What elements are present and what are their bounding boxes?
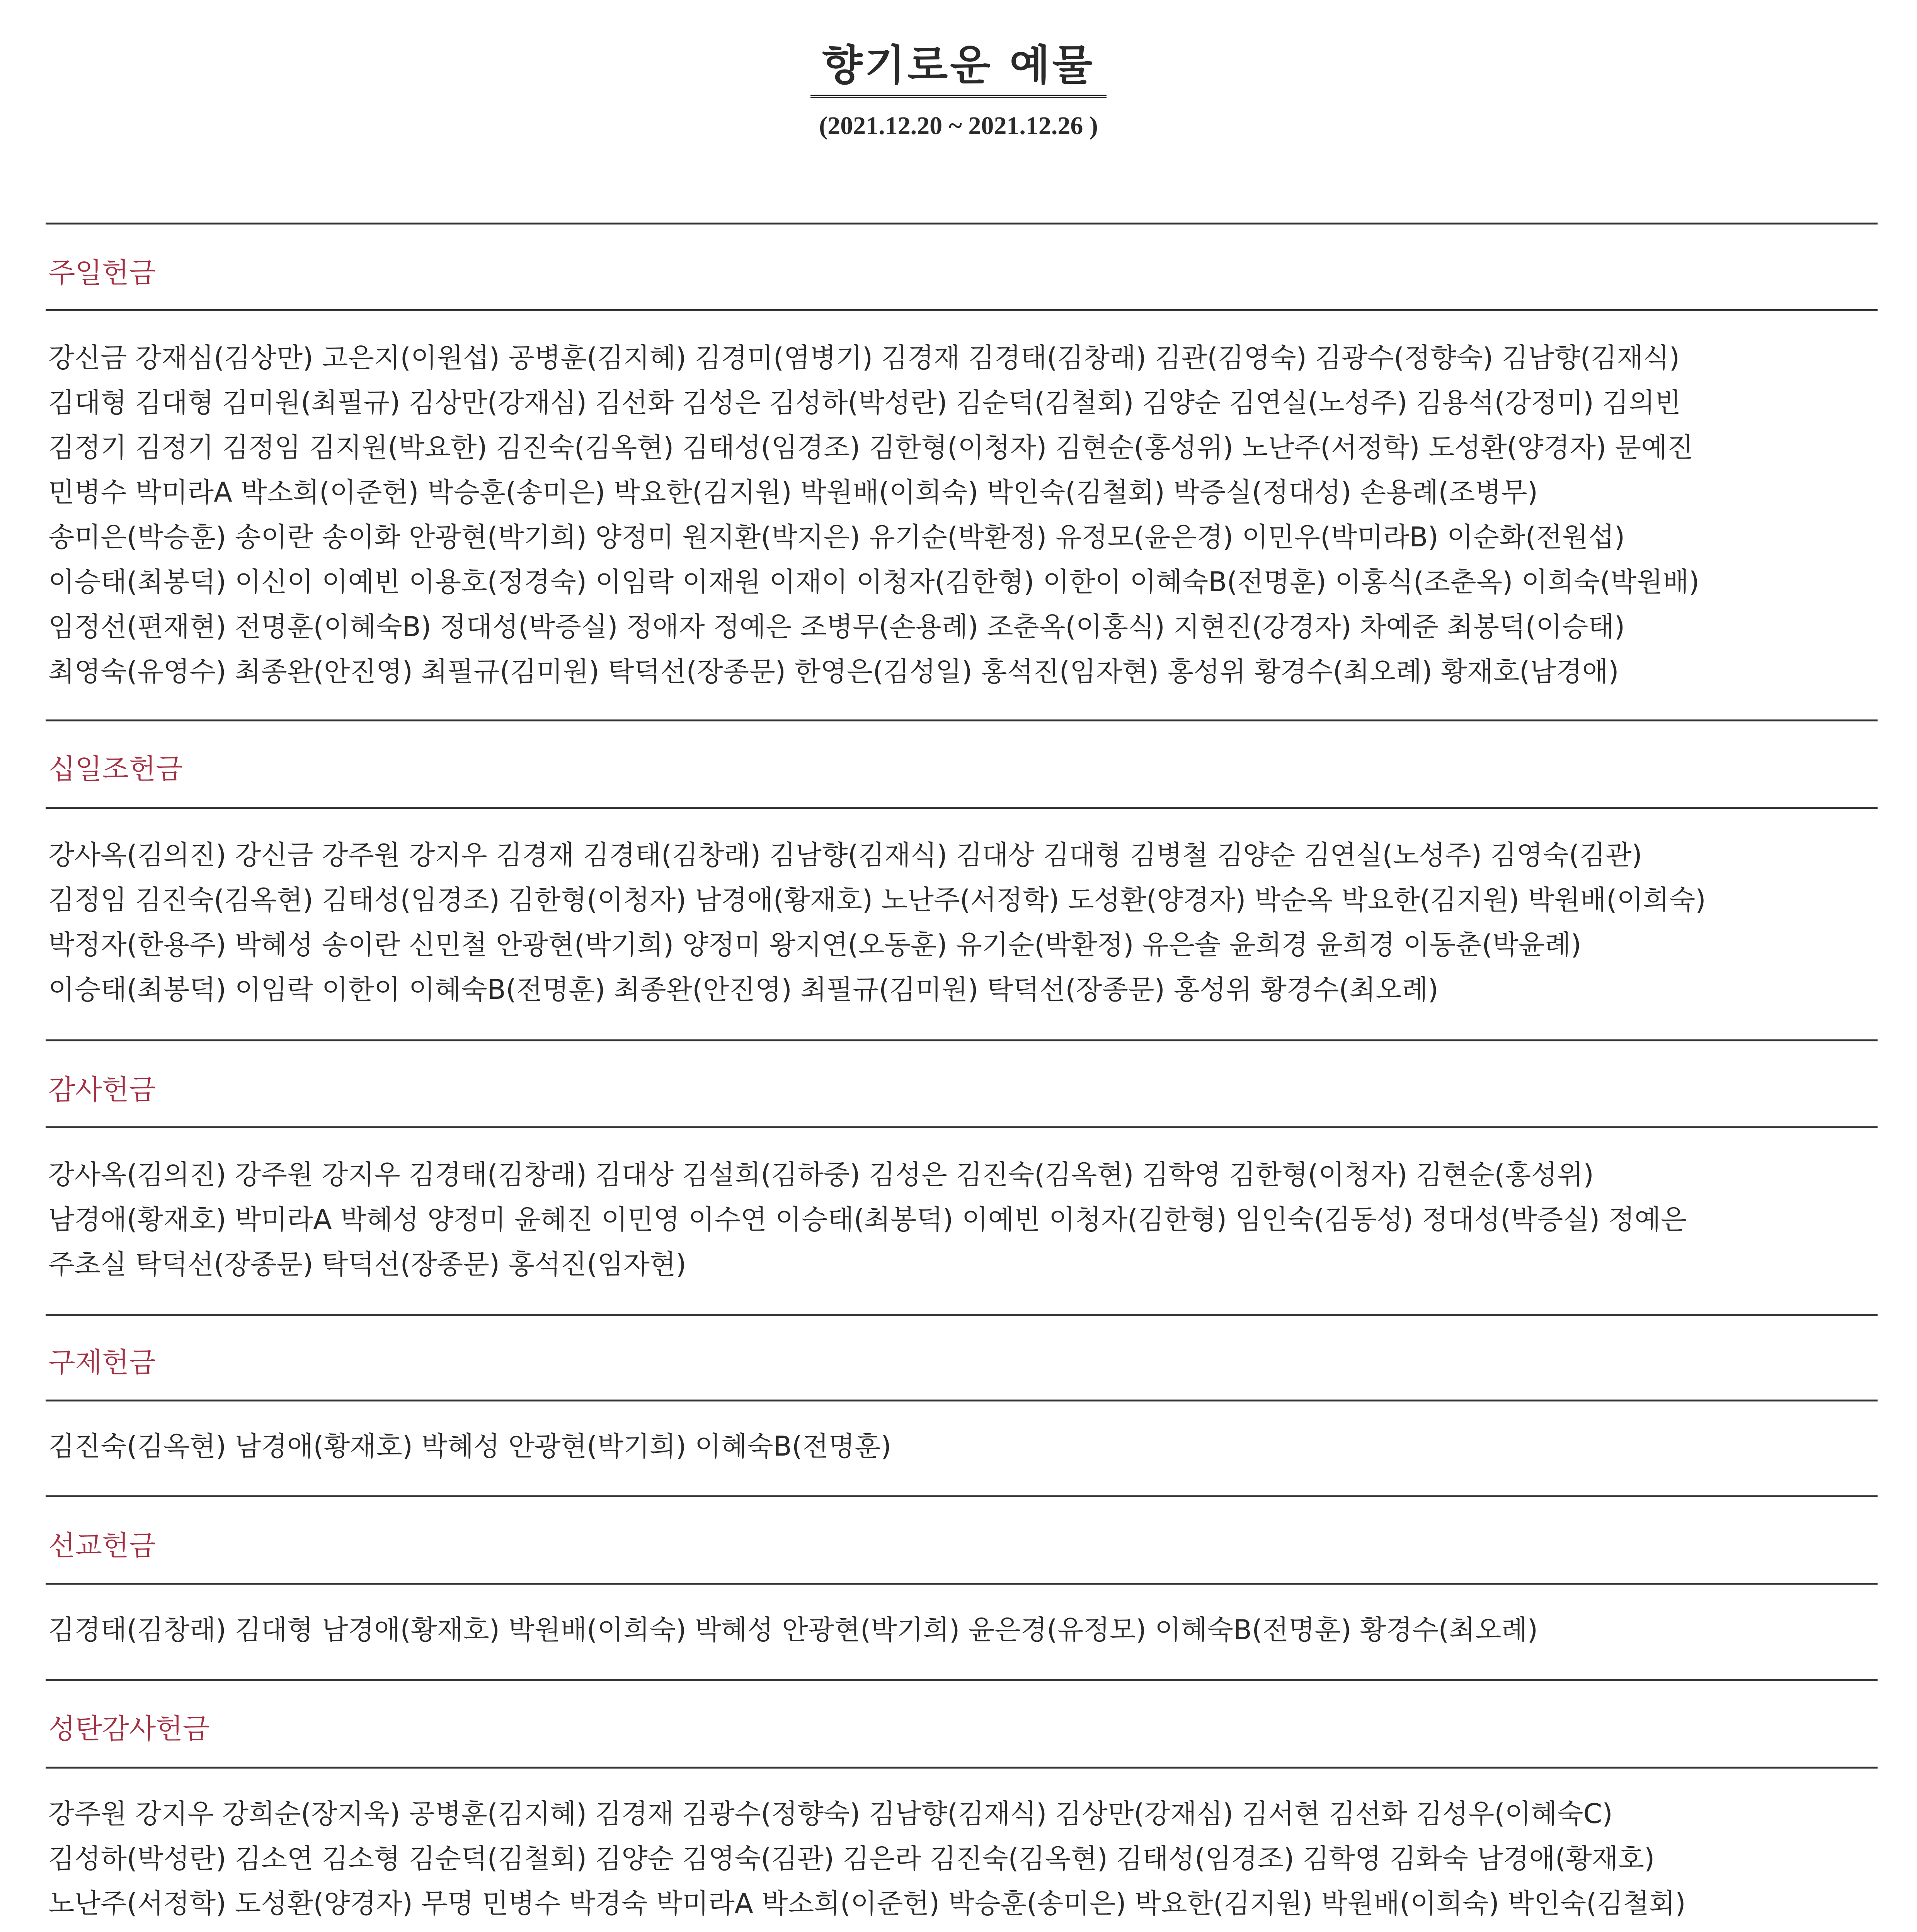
section-divider: [46, 223, 1878, 224]
donor-line: 이승태(최봉덕) 이신이 이예빈 이용호(정경숙) 이임락 이재원 이재이 이청자(김한형) 이한이 이혜숙B(전명훈) 이홍식(조춘옥) 이희숙(박원배): [48, 566, 1699, 598]
section-divider: [46, 1039, 1878, 1041]
donor-list: [48, 1791, 1880, 1932]
donor-line: 김진숙(김옥현) 남경애(황재호) 박혜성 안광현(박기희) 이혜숙B(전명훈): [48, 1430, 892, 1462]
donor-line: 박정자(한용주) 박혜성 송이란 신민철 안광현(박기희) 양정미 왕지연(오동훈) 유기순(박환정) 유은솔 윤희경 윤희경 이동춘(박윤례): [48, 929, 1582, 961]
donor-line: 최영숙(유영수) 최종완(안진영) 최필규(김미원) 탁덕선(장종문) 한영은(김성일) 홍석진(임자현) 홍성위 황경수(최오례) 황재호(남경애): [48, 656, 1619, 687]
section-divider: [46, 807, 1878, 809]
donor-line: 김정임 김진숙(김옥현) 김태성(임경조) 김한형(이청자) 남경애(황재호) 노난주(서정학) 도성환(양경자) 박순옥 박요한(김지원) 박원배(이희숙): [48, 884, 1706, 916]
donor-line: 김성하(박성란) 김소연 김소형 김순덕(김철회) 김양순 김영숙(김관) 김은라 김진숙(김옥현) 김태성(임경조) 김학영 김화숙 남경애(황재호): [48, 1843, 1655, 1874]
donor-line: [48, 1926, 1880, 1932]
section-divider: [46, 309, 1878, 311]
donor-line: 강신금 강재심(김상만) 고은지(이원섭) 공병훈(김지혜) 김경미(염병기) 김경재 김경태(김창래) 김관(김영숙) 김광수(정향숙) 김남향(김재식): [48, 342, 1680, 374]
donor-list: [48, 1607, 1880, 1652]
section-divider: [46, 1314, 1878, 1316]
section-heading: 주일헌금: [48, 257, 156, 289]
section-divider: [46, 1495, 1878, 1497]
section-divider: [46, 719, 1878, 721]
document-period: (2021.12.20 ~ 2021.12.26 ): [819, 112, 1098, 140]
section-divider: [46, 1126, 1878, 1128]
section-heading: 선교헌금: [48, 1529, 156, 1562]
section-divider: [46, 1583, 1878, 1585]
donor-line: 이승태(최봉덕) 이임락 이한이 이혜숙B(전명훈) 최종완(안진영) 최필규(김미원) 탁덕선(장종문) 홍성위 황경수(최오례): [48, 974, 1439, 1005]
donor-list: [48, 1424, 1880, 1469]
section-divider: [46, 1679, 1878, 1681]
donor-line: 노난주(서정학) 도성환(양경자) 무명 민병수 박경숙 박미라A 박소희(이준헌) 박승훈(송미은) 박요한(김지원) 박원배(이희숙) 박인숙(김철회): [48, 1888, 1686, 1919]
donor-line: 강주원 강지우 강희순(장지욱) 공병훈(김지혜) 김경재 김광수(정향숙) 김남향(김재식) 김상만(강재심) 김서현 김선화 김성우(이혜숙C): [48, 1798, 1613, 1830]
donor-line: 남경애(황재호) 박미라A 박혜성 양정미 윤혜진 이민영 이수연 이승태(최봉덕) 이예빈 이청자(김한형) 임인숙(김동성) 정대성(박증실) 정예은: [48, 1204, 1687, 1235]
donor-line: 송미은(박승훈) 송이란 송이화 안광현(박기희) 양정미 원지환(박지은) 유기순(박환정) 유정모(윤은경) 이민우(박미라B) 이순화(전원섭): [48, 521, 1625, 553]
donor-line: 김대형 김대형 김미원(최필규) 김상만(강재심) 김선화 김성은 김성하(박성란) 김순덕(김철회) 김양순 김연실(노성주) 김용석(강정미) 김의빈: [48, 387, 1681, 418]
donor-line: 민병수 박미라A 박소희(이준헌) 박승훈(송미은) 박요한(김지원) 박원배(이희숙) 박인숙(김철회) 박증실(정대성) 손용례(조병무): [48, 476, 1538, 508]
donor-line: 강사옥(김의진) 강신금 강주원 강지우 김경재 김경태(김창래) 김남향(김재식) 김대상 김대형 김병철 김양순 김연실(노성주) 김영숙(김관): [48, 839, 1642, 871]
donor-line: 김정기 김정기 김정임 김지원(박요한) 김진숙(김옥현) 김태성(임경조) 김한형(이청자) 김현순(홍성위) 노난주(서정학) 도성환(양경자) 문예진: [48, 432, 1694, 463]
donor-list: [48, 335, 1880, 694]
section-heading: 성탄감사헌금: [48, 1713, 210, 1745]
section-divider: [46, 1767, 1878, 1769]
donor-line: 주초실 탁덕선(장종문) 탁덕선(장종문) 홍석진(임자현): [48, 1248, 686, 1280]
donor-line: 임정선(편재현) 전명훈(이혜숙B) 정대성(박증실) 정애자 정예은 조병무(손용례) 조춘옥(이홍식) 지현진(강경자) 차예준 최봉덕(이승태): [48, 611, 1625, 643]
section-heading: 감사헌금: [48, 1073, 156, 1106]
donor-line: 김경태(김창래) 김대형 남경애(황재호) 박원배(이희숙) 박혜성 안광현(박기희) 윤은경(유정모) 이혜숙B(전명훈) 황경수(최오례): [48, 1614, 1538, 1646]
section-heading: 십일조헌금: [48, 753, 183, 785]
document-title: [0, 32, 1917, 98]
section-divider: [46, 1400, 1878, 1401]
donor-line: 강사옥(김의진) 강주원 강지우 김경태(김창래) 김대상 김설희(김하중) 김성은 김진숙(김옥현) 김학영 김한형(이청자) 김현순(홍성위): [48, 1159, 1594, 1190]
donor-list: [48, 833, 1880, 1012]
document-title-text: 향기로운 예물: [810, 32, 1107, 98]
donor-list: [48, 1152, 1880, 1287]
section-heading: 구제헌금: [48, 1346, 156, 1379]
